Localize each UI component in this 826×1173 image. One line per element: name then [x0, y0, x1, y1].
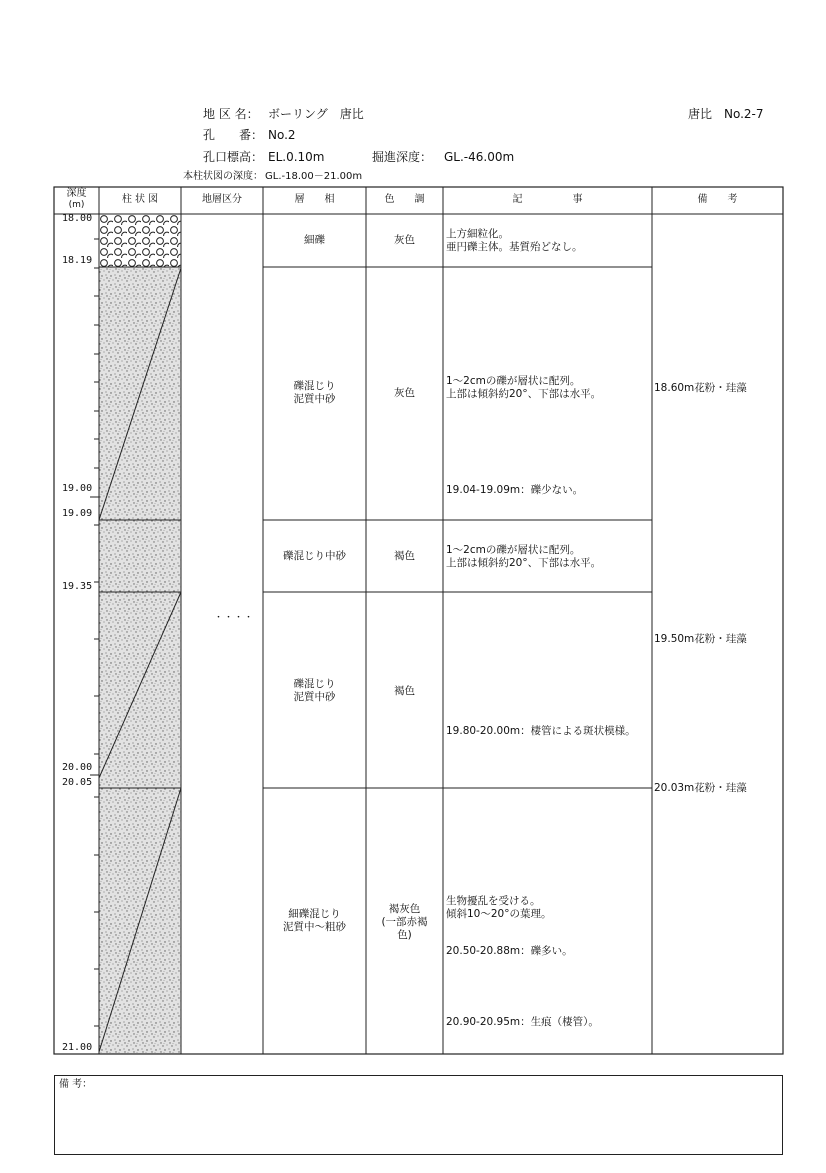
layer-note: 1～2cmの礫が層状に配列。	[446, 544, 581, 556]
remark-entry: 19.50m花粉・珪藻	[654, 633, 747, 645]
col-description-header: 記 事	[512, 194, 583, 205]
depth-label: 19.35	[62, 581, 93, 592]
depth-label: 21.00	[62, 1042, 93, 1053]
drill-depth-label: 掘進深度：	[372, 150, 433, 164]
layer-note: 上方細粒化。	[446, 228, 509, 240]
hole-value: No.2	[268, 128, 296, 142]
col-remarks-header: 備 考	[697, 194, 738, 205]
footer-notes-box	[54, 1075, 783, 1155]
area-value: ボーリング 唐比	[268, 107, 364, 121]
layer-note: 亜円礫主体。基質殆どなし。	[446, 241, 583, 253]
document-number: 唐比 No.2-7	[688, 107, 764, 121]
depth-label: 20.00	[62, 762, 93, 773]
elevation-value: EL.0.10m	[268, 150, 325, 164]
layer-note: 上部は傾斜約20°、下部は水平。	[446, 557, 602, 569]
layer-facies: 礫混じり 泥質中砂	[293, 678, 336, 704]
layer-note: 1～2cmの礫が層状に配列。	[446, 375, 581, 387]
remark-entry: 20.03m花粉・珪藻	[654, 782, 747, 794]
col-facies-header: 層 相	[294, 194, 335, 205]
col-column-header: 柱 状 図	[121, 194, 159, 205]
layer-note: 上部は傾斜約20°、下部は水平。	[446, 388, 602, 400]
stratum-boundary-marker: ・・・・	[214, 613, 255, 623]
col-stratum-header: 地層区分	[202, 194, 242, 205]
layer-color: 灰色	[394, 387, 415, 399]
col-color-header: 色 調	[384, 194, 425, 205]
column-depth-value: GL.-18.00－21.00m	[265, 171, 363, 182]
drill-depth-value: GL.-46.00m	[444, 150, 515, 164]
sand-pattern	[99, 267, 181, 1054]
layer-facies: 細礫	[304, 234, 325, 246]
hole-label: 孔 番：	[203, 128, 264, 142]
col-depth-unit: (m)	[68, 200, 85, 210]
layer-note: 20.90-20.95m：生痕（棲管）。	[446, 1016, 599, 1028]
column-depth-label: 本柱状図の深度：	[183, 171, 263, 182]
depth-label: 19.09	[62, 508, 93, 519]
layer-note: 19.04-19.09m：礫少ない。	[446, 484, 584, 496]
depth-label: 18.19	[62, 255, 93, 266]
layer-color: 灰色	[394, 234, 415, 246]
depth-label: 20.05	[62, 777, 93, 788]
layer-note: 傾斜10～20°の葉理。	[446, 908, 552, 920]
remark-entry: 18.60m花粉・珪藻	[654, 382, 747, 394]
layer-note: 19.80-20.00m：棲管による斑状模様。	[446, 725, 636, 737]
footer-notes-label: 備 考：	[59, 1079, 93, 1090]
layer-note: 20.50-20.88m：礫多い。	[446, 945, 573, 957]
elevation-label: 孔口標高：	[203, 150, 264, 164]
layer-note: 生物擾乱を受ける。	[446, 895, 541, 907]
depth-label: 18.00	[62, 213, 93, 224]
depth-label: 19.00	[62, 483, 93, 494]
layer-color: 褐色	[394, 685, 415, 697]
layer-facies: 礫混じり 泥質中砂	[293, 380, 336, 406]
layer-color: 褐灰色 (一部赤褐 色)	[381, 903, 428, 942]
area-label: 地 区 名：	[203, 107, 259, 121]
layer-facies: 細礫混じり 泥質中～粗砂	[283, 908, 346, 934]
gravel-pattern	[99, 214, 181, 267]
col-depth-header: 深度	[66, 188, 87, 199]
layer-color: 褐色	[394, 550, 415, 562]
layer-facies: 礫混じり中砂	[283, 550, 346, 562]
